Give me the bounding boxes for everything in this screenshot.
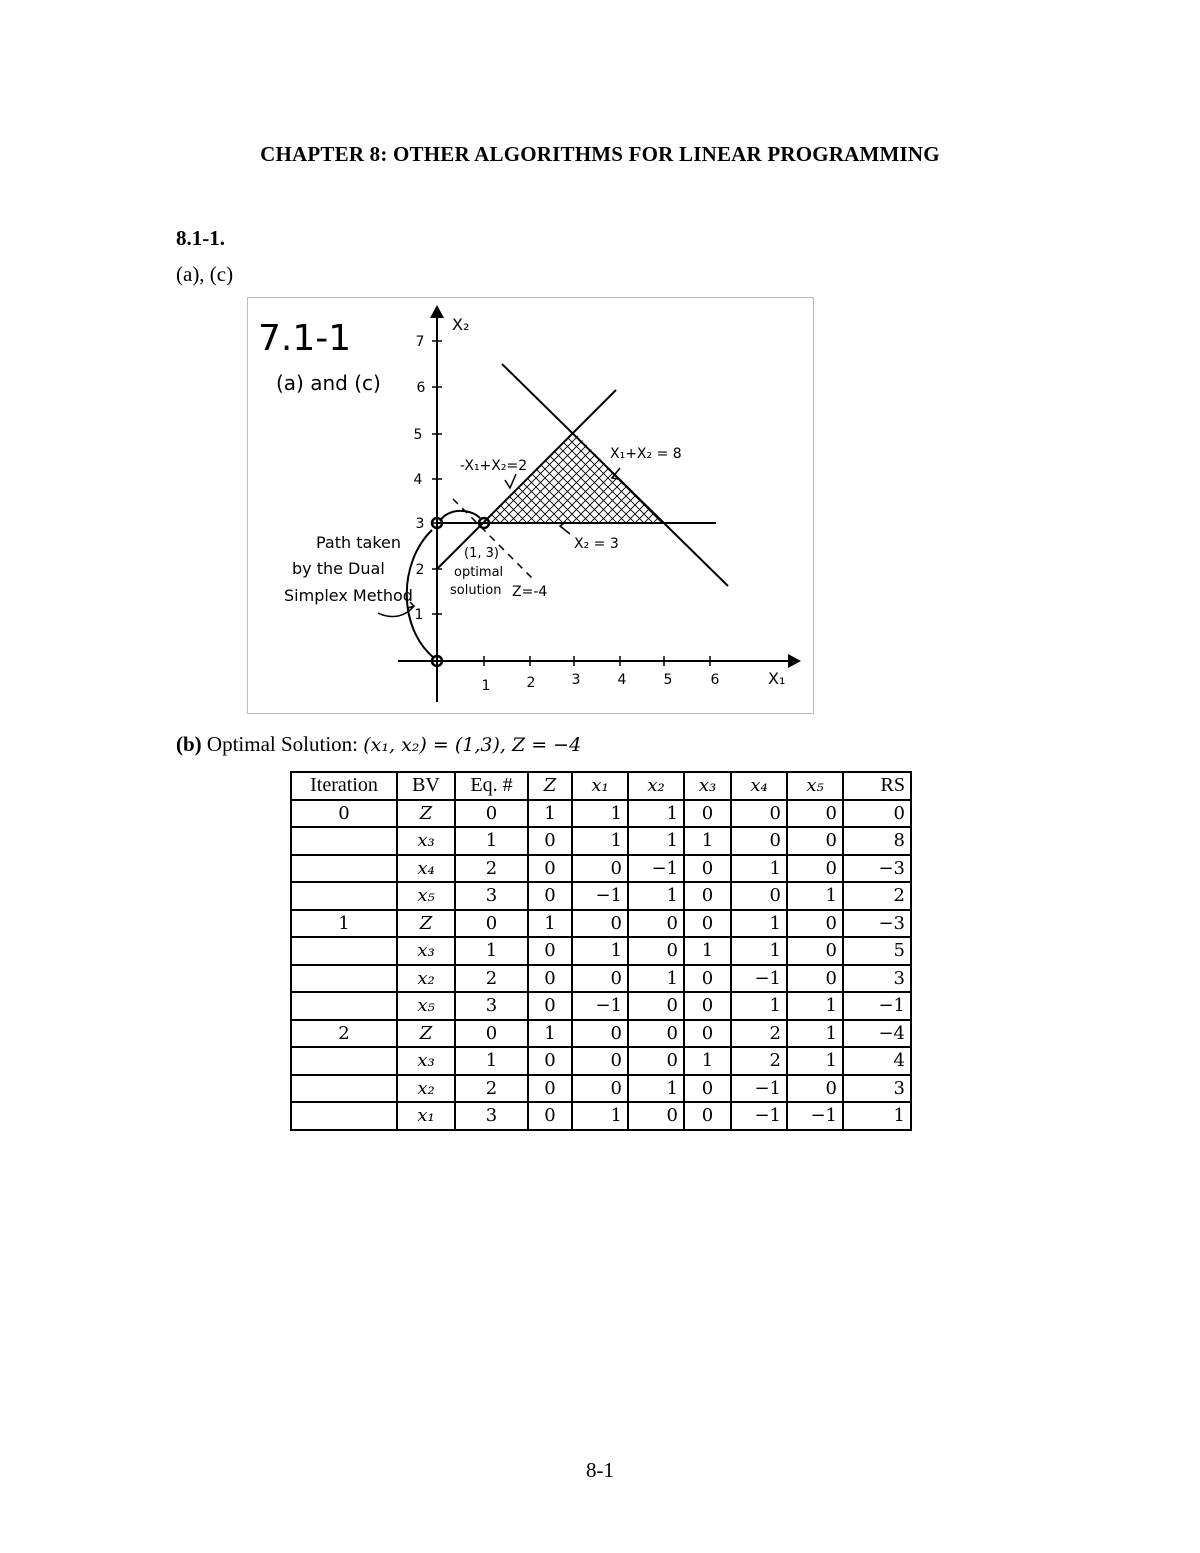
simplex-tableau [290,771,912,1131]
table-cell: 0 [528,992,572,1020]
table-cell: 1 [731,910,787,938]
table-cell: 0 [291,800,397,828]
x-tick-label: 5 [663,672,673,688]
table-cell: 1 [572,827,628,855]
table-cell: x₅ [397,882,455,910]
table-cell: 2 [731,1020,787,1048]
table-row [291,1047,911,1075]
table-cell: x₂ [397,965,455,993]
table-cell: 0 [787,827,843,855]
column-header-rs: RS [843,772,911,800]
table-cell: 0 [731,882,787,910]
table-cell: 1 [731,992,787,1020]
table-cell: 0 [572,855,628,883]
table-cell: 0 [628,910,684,938]
table-cell: 0 [528,965,572,993]
table-cell: 2 [731,1047,787,1075]
table-cell: 0 [843,800,911,828]
y-tick-label: 7 [415,334,425,350]
table-row [291,965,911,993]
table-cell: 0 [684,1102,731,1130]
table-cell: 0 [528,937,572,965]
table-cell: 1 [572,1102,628,1130]
table-row [291,1075,911,1103]
table-cell: 1 [455,827,528,855]
table-cell [291,1047,397,1075]
column-header-x3: x₃ [684,772,731,800]
table-cell: 1 [528,1020,572,1048]
table-cell: 1 [628,827,684,855]
y-axis-arrow [430,305,444,318]
x-axis-arrow [788,654,801,668]
table-cell [291,855,397,883]
objective-value-label: Z=-4 [512,584,548,600]
table-cell: −1 [731,1075,787,1103]
table-cell [291,965,397,993]
table-cell: 1 [787,1020,843,1048]
y-tick-label: 1 [414,607,424,623]
table-cell: 1 [843,1102,911,1130]
table-cell: 1 [455,1047,528,1075]
path-note: Simplex Method [284,586,413,605]
table-cell: 1 [628,882,684,910]
optimal-solution-text: Optimal Solution: [201,732,364,756]
table-row [291,827,911,855]
table-cell: 1 [628,965,684,993]
table-cell: 0 [572,965,628,993]
table-row [291,937,911,965]
table-cell: 0 [528,1102,572,1130]
table-cell: 1 [684,1047,731,1075]
table-cell: 1 [572,800,628,828]
table-cell: x₃ [397,827,455,855]
table-cell: 2 [291,1020,397,1048]
table-cell: x₃ [397,1047,455,1075]
y-tick-label: 2 [415,562,425,578]
table-cell: 0 [731,800,787,828]
table-cell: 0 [528,855,572,883]
table-cell: 0 [731,827,787,855]
table-cell: 2 [455,965,528,993]
table-cell: 1 [628,800,684,828]
table-cell: 1 [628,1075,684,1103]
x-axis-label: X₁ [768,669,786,688]
table-cell: 0 [684,992,731,1020]
y-tick-label: 3 [415,516,425,532]
table-cell: x₂ [397,1075,455,1103]
column-header-x5: x₅ [787,772,843,800]
table-cell: 0 [628,1047,684,1075]
table-row [291,1020,911,1048]
column-header-z: Z [528,772,572,800]
page-number: 8-1 [586,1458,614,1482]
y-tick-label: 5 [413,427,423,443]
constraint-1-label: -X₁+X₂=2 [460,458,528,474]
table-cell: x₁ [397,1102,455,1130]
y-tick-label: 6 [416,380,426,396]
table-cell: x₅ [397,992,455,1020]
table-cell: 3 [843,1075,911,1103]
table-cell: 0 [628,992,684,1020]
table-cell: 0 [455,800,528,828]
table-cell: 0 [528,827,572,855]
column-header-x4: x₄ [731,772,787,800]
table-cell: 0 [572,1075,628,1103]
table-cell: Z [397,910,455,938]
label-pointer [505,474,516,488]
table-cell: 0 [572,1020,628,1048]
constraint-2-label: X₁+X₂ = 8 [610,446,682,462]
x-tick-label: 1 [481,678,491,694]
table-cell: 3 [843,965,911,993]
column-header-eq: Eq. # [455,772,528,800]
x-tick-label: 2 [526,675,536,691]
figure-subheading: (a) and (c) [276,371,381,395]
table-cell: 0 [628,1102,684,1130]
table-row [291,1102,911,1130]
table-cell: 2 [455,1075,528,1103]
table-cell: 0 [787,910,843,938]
table-cell: x₄ [397,855,455,883]
table-cell: 1 [572,937,628,965]
table-cell: −1 [843,992,911,1020]
optimal-solution-math: (x₁, x₂) = (1,3), Z = −4 [363,734,582,756]
table-cell: 0 [684,965,731,993]
table-row [291,855,911,883]
table-cell: 1 [684,937,731,965]
table-cell: 0 [684,910,731,938]
feasible-region-figure [247,297,814,714]
table-cell: 0 [528,882,572,910]
table-cell [291,937,397,965]
y-tick-label: 4 [413,472,423,488]
table-cell [291,1102,397,1130]
table-cell: 0 [787,965,843,993]
column-header-iteration: Iteration [291,772,397,800]
table-cell: 1 [787,1047,843,1075]
table-cell: −4 [843,1020,911,1048]
table-cell: 1 [731,855,787,883]
table-cell: 3 [455,882,528,910]
table-cell: 8 [843,827,911,855]
part-b-label: (b) [176,732,202,756]
table-cell: 3 [455,1102,528,1130]
table-cell: 0 [455,1020,528,1048]
table-cell: 0 [528,1047,572,1075]
column-header-bv: BV [397,772,455,800]
table-cell: 0 [684,855,731,883]
table-cell: Z [397,1020,455,1048]
table-cell: 0 [787,855,843,883]
table-cell: −1 [572,882,628,910]
table-cell [291,992,397,1020]
chapter-title: CHAPTER 8: OTHER ALGORITHMS FOR LINEAR PROGRAMMING [260,142,940,166]
table-cell: 1 [787,882,843,910]
table-cell: 0 [787,800,843,828]
table-cell: 0 [684,1020,731,1048]
table-cell: 0 [572,1047,628,1075]
optimal-note: optimal [454,565,504,580]
constraint-3-label: X₂ = 3 [574,536,619,552]
table-cell: −1 [731,1102,787,1130]
table-row [291,882,911,910]
table-cell: x₃ [397,937,455,965]
table-cell: 4 [843,1047,911,1075]
table-cell: 2 [455,855,528,883]
table-cell: 0 [572,910,628,938]
parts-label: (a), (c) [176,262,234,286]
table-cell: 3 [455,992,528,1020]
table-cell: 1 [787,992,843,1020]
table-row [291,992,911,1020]
optimal-point-label: (1, 3) [464,546,499,561]
table-cell [291,1075,397,1103]
table-cell: 0 [628,937,684,965]
table-cell: 5 [843,937,911,965]
table-cell: 0 [628,1020,684,1048]
table-cell: 0 [787,937,843,965]
table-cell [291,882,397,910]
table-cell: 1 [684,827,731,855]
table-cell: 0 [684,1075,731,1103]
path-note: Path taken [316,533,401,552]
table-cell: 1 [731,937,787,965]
table-cell: 1 [528,800,572,828]
x-tick-label: 3 [571,672,581,688]
table-cell: 0 [684,800,731,828]
table-cell: Z [397,800,455,828]
table-cell: 0 [528,1075,572,1103]
table-cell: −1 [572,992,628,1020]
table-cell: 2 [843,882,911,910]
table-cell: 0 [455,910,528,938]
column-header-x2: x₂ [628,772,684,800]
table-cell: 1 [455,937,528,965]
optimal-solution-line [176,732,581,757]
table-row [291,800,911,828]
figure-heading: 7.1-1 [258,318,352,359]
y-axis-label: X₂ [452,315,470,334]
table-header-row [291,772,911,800]
table-cell: 1 [291,910,397,938]
table-cell: 0 [684,882,731,910]
table-cell: −3 [843,855,911,883]
problem-number: 8.1-1. [176,226,225,250]
column-header-x1: x₁ [572,772,628,800]
table-cell: 0 [787,1075,843,1103]
x-tick-label: 4 [617,672,627,688]
table-cell: −1 [628,855,684,883]
table-cell [291,827,397,855]
table-cell: −3 [843,910,911,938]
optimal-note: solution [450,583,502,598]
table-cell: −1 [787,1102,843,1130]
path-note: by the Dual [292,559,385,578]
x-tick-label: 6 [710,672,720,688]
table-row [291,910,911,938]
table-cell: −1 [731,965,787,993]
table-cell: 1 [528,910,572,938]
